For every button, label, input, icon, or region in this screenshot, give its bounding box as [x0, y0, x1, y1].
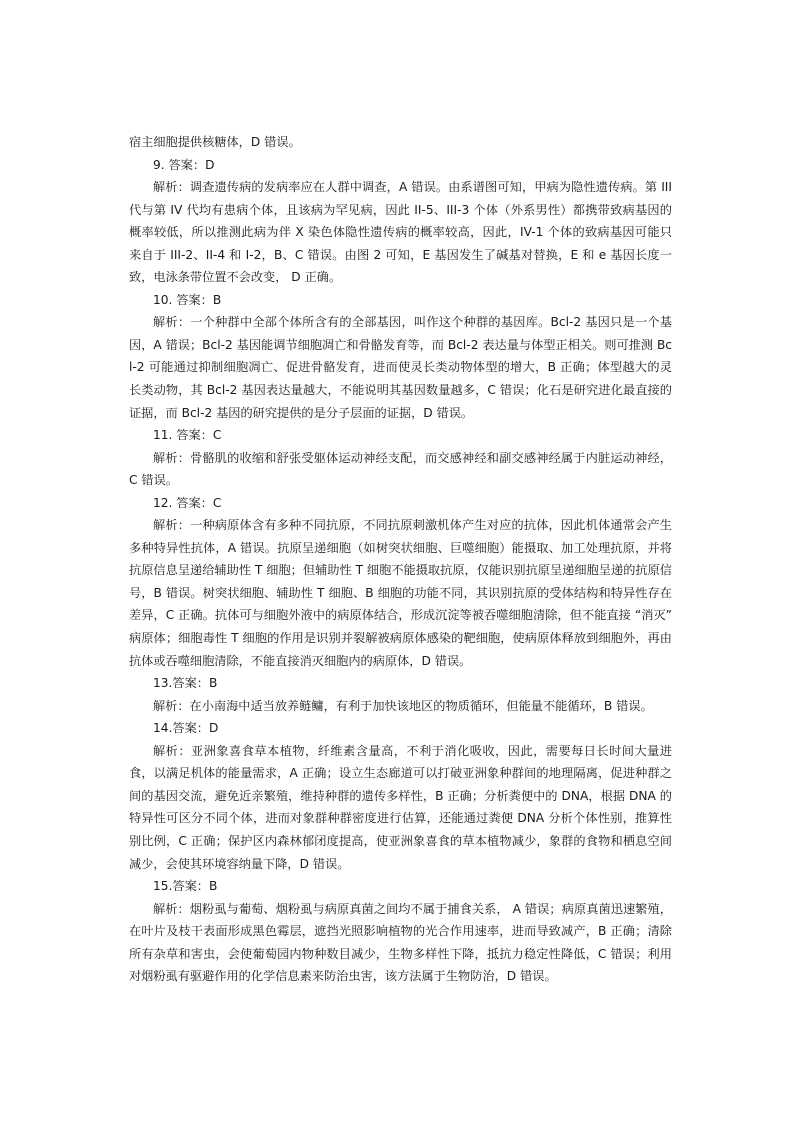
- answer-14: 14.答案：D: [153, 721, 219, 736]
- answer-12: 12. 答案：C: [153, 495, 222, 510]
- explanation-10: 解析：一个种群中全部个体所含有的全部基因，叫作这个种群的基因库。Bcl-2 基因只是一个基因，A 错误；Bcl-2 基因能调节细胞凋亡和骨骼发育等，而 Bcl-2 表达量与体型正相关。则可推测 Bcl-2 可能通过抑制细胞凋亡、促进骨骼发育，进而使灵长类动物体型的增大，B 正确；体型越大的灵长类动物，其 Bcl-2 基因表达量越大，不能说明其基因数量越多，C 错误；化石是研究进化最直接的证据，而 Bcl-2 基因的研究提供的是分子层面的证据，D 错误。: [129, 315, 672, 420]
- explanation-11: 解析：骨骼肌的收缩和舒张受躯体运动神经支配，而交感神经和副交感神经属于内脏运动神经，C 错误。: [129, 450, 672, 488]
- explanation-15: 解析：烟粉虱与葡萄、烟粉虱与病原真菌之间均不属于捕食关系， A 错误；病原真菌迅速繁殖，在叶片及枝干表面形成黑色霉层，遮挡光照影响植物的光合作用速率，进而导致减产，B 正确；清除所有杂草和害虫，会使葡萄园内物种数目减少，生物多样性下降，抵抗力稳定性降低，C 错误；利用对烟粉虱有驱避作用的化学信息素来防治虫害，该方法属于生物防治，D 错误。: [129, 901, 672, 984]
- answer-10: 10. 答案：B: [153, 292, 222, 307]
- paragraph-q8-end: 宿主细胞提供核糖体，D 错误。: [129, 135, 301, 149]
- answer-13: 13.答案：B: [153, 676, 218, 691]
- answer-15: 15.答案：B: [153, 879, 218, 894]
- answer-11: 11. 答案：C: [153, 428, 222, 443]
- answer-9: 9. 答案：D: [153, 157, 215, 172]
- explanation-12: 解析：一种病原体含有多种不同抗原，不同抗原刺激机体产生对应的抗体，因此机体通常会产生多种特异性抗体，A 错误。抗原呈递细胞（如树突状细胞、巨噬细胞）能摄取、加工处理抗原，并将抗原信息呈递给辅助性 T 细胞；但辅助性 T 细胞不能摄取抗原，仅能识别抗原呈递细胞呈递的抗原信号，B 错误。树突状细胞、辅助性 T 细胞、B 细胞的功能不同，其识别抗原的受体结构和特异性存在差异，C 正确。抗体可与细胞外液中的病原体结合，形成沉淀等被吞噬细胞清除，但不能直接 “消灭” 病原体；细胞毒性 T 细胞的作用是识别并裂解被病原体感染的靶细胞，使病原体释放到细胞外，再由抗体或吞噬细胞清除，不能直接消灭细胞内的病原体，D 错误。: [129, 518, 672, 668]
- explanation-9: 解析：调查遗传病的发病率应在人群中调查，A 错误。由系谱图可知，甲病为隐性遗传病。第 III 代与第 IV 代均有患病个体，且该病为罕见病，因此 II-5、III-3 个体（外系男性）都携带致病基因的概率较低，所以推测此病为伴 X 染色体隐性遗传病的概率较高，因此，IV-1 个体的致病基因可能只来自于 III-2、II-4 和 I-2，B、C 错误。由图 2 可知，E 基因发生了碱基对替换，E 和 e 基因长度一致，电泳条带位置不会改变， D 正确。: [129, 180, 672, 285]
- explanation-13: 解析：在小南海中适当放养鲢鳙，有利于加快该地区的物质循环，但能量不能循环，B 错误。: [153, 698, 653, 713]
- explanation-14: 解析：亚洲象喜食草本植物，纤维素含量高，不利于消化吸收，因此，需要每日长时间大量进食，以满足机体的能量需求，A 正确；设立生态廊道可以打破亚洲象种群间的地理隔离，促进种群之间的基因交流，避免近亲繁殖，维持种群的遗传多样性，B 正确；分析粪便中的 DNA，根据 DNA 的特异性可区分不同个体，进而对象群种群密度进行估算，还能通过粪便 DNA 分析个体性别，推算性别比例，C 正确；保护区内森林郁闭度提高，使亚洲象喜食的草本植物减少，象群的食物和栖息空间减少，会使其环境容纳量下降，D 错误。: [129, 743, 672, 871]
